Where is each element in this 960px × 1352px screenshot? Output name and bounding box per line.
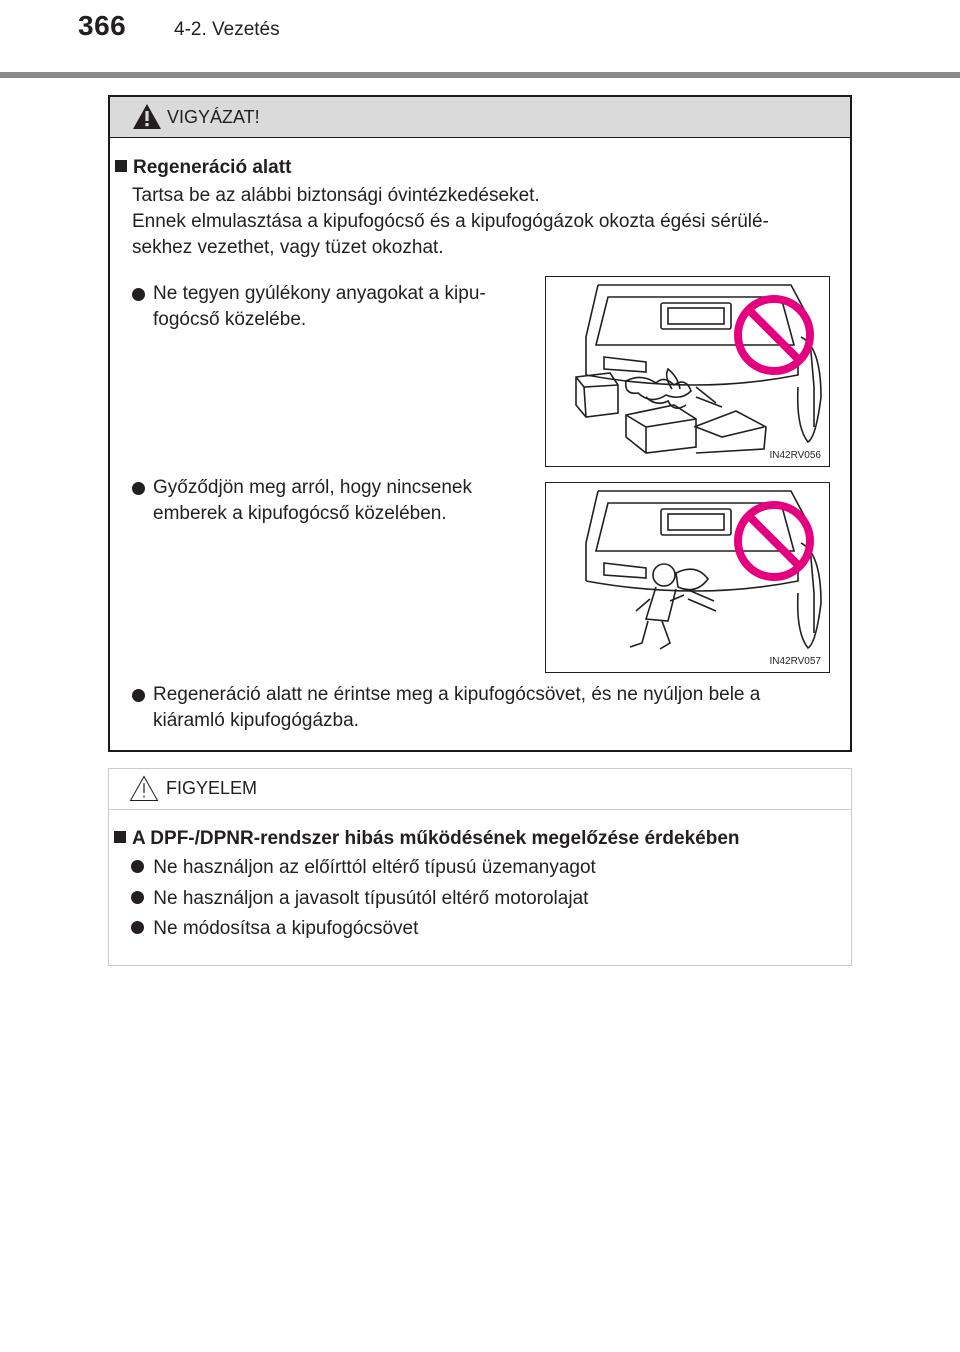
page-number: 366 [78,10,127,41]
notice-box [108,768,852,966]
caution-title: VIGYÁZAT! [167,107,260,127]
caution-item [132,281,522,333]
bullet-icon [131,891,144,904]
prohibition-icon [738,505,810,577]
notice-title: FIGYELEM [166,778,258,798]
item-line: Győződjön meg arról, hogy nincsenek [153,477,472,498]
notice-item-text: Ne módosítsa a kipufogócsövet [153,918,419,939]
bullet-icon [132,288,145,301]
warning-icon [132,103,162,130]
notice-item-text: Ne használjon az előírttól eltérő típusú üzemanyagot [153,857,596,878]
notice-item [131,916,418,942]
bullet-icon [132,482,145,495]
bullet-icon [131,921,144,934]
square-bullet-icon [114,831,126,843]
notice-heading: A DPF-/DPNR-rendszer hibás működésének megelőzése érdekében [132,828,740,849]
prohibition-icon [738,299,810,371]
notice-item [131,855,596,881]
caution-heading-row [115,155,291,181]
caution-box [108,95,852,752]
item-line: kiáramló kipufogógázba. [153,710,359,731]
caution-intro [132,183,844,261]
header-rule [0,72,960,78]
bullet-icon [131,860,144,873]
intro-line: Tartsa be az alábbi biztonsági óvintézkedéseket. [132,185,540,206]
notice-heading-row [114,826,740,852]
caution-item [132,475,522,527]
figure-code: IN42RV057 [769,656,821,667]
item-line: Regeneráció alatt ne érintse meg a kipufogócsövet, és ne nyúljon bele a [153,684,761,705]
item-line: Ne tegyen gyúlékony anyagokat a kipu- [153,283,486,304]
section-title: 4-2. Vezetés [174,19,280,40]
car-rear-illustration [546,483,829,672]
bullet-icon [132,689,145,702]
notice-item-text: Ne használjon a javasolt típusútól eltérő motorolajat [153,888,589,909]
square-bullet-icon [115,160,127,172]
notice-warning-icon [129,775,159,802]
caution-heading: Regeneráció alatt [133,157,292,178]
notice-header [109,769,851,810]
figure-flammable-materials [545,276,830,467]
notice-item [131,886,588,912]
intro-line: sekhez vezethet, vagy tüzet okozhat. [132,237,444,258]
caution-header [110,97,850,138]
figure-people-near-exhaust [545,482,830,673]
intro-line: Ennek elmulasztása a kipufogócső és a kipufogógázok okozta égési sérülé- [132,211,769,232]
item-line: fogócső közelébe. [153,309,307,330]
item-line: emberek a kipufogócső közelében. [153,503,447,524]
caution-item [132,682,844,734]
page-header [0,0,960,80]
car-rear-illustration [546,277,829,466]
figure-code: IN42RV056 [769,450,821,461]
